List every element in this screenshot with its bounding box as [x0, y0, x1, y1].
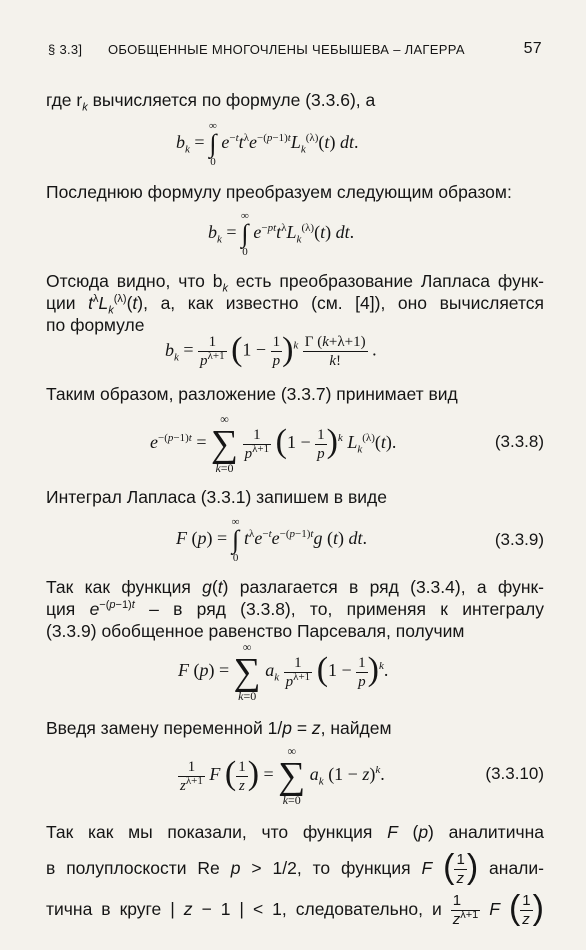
paragraph-1: где $r_k$ вычисляется по формуле (3.3.6), а	[46, 90, 376, 114]
equation-number-3-3-8: (3.3.8)	[494, 432, 544, 451]
formula-parseval: F (p) = ∞ ∑ k=0 $a_k$ $\frac{1}{p^{\lambda+1}}$ (1 − $\frac{1}{p}$ )$^k$.	[178, 640, 389, 703]
equation-number-3-3-10: (3.3.10)	[485, 764, 544, 783]
paragraph-8: Так как мы показали, что функция F (p) аналитична в полуплоскости Re p > 1/2, то функция F ( $\frac{1}{z}$ ) анали- тична в круге | z − 1 | < 1, следовательно, и $\frac{1}{z^{\lambda+1}}$ F ( $\frac{1}{z}$ )	[46, 822, 544, 928]
section-marker: § 3.3]	[48, 42, 83, 57]
running-title: ОБОБЩЕННЫЕ МНОГОЧЛЕНЫ ЧЕБЫШЕВА – ЛАГЕРРА	[108, 42, 465, 57]
formula-3-3-9: F (p) = ∞ ∫ 0 $t^\lambda e^{-t}e^{-(p-1)t}g$ (t) dt.	[176, 516, 367, 564]
paragraph-7: Введя замену переменной 1/p = z, найдем	[46, 718, 392, 738]
formula-3-3-8: $e^{-(p-1)t}$ = ∞ ∑ k=0 $\frac{1}{p^{\lambda+1}}$ (1 − $\frac{1}{p}$ )$^k$ $L_k^{(\lambda)}(t)$.	[150, 412, 397, 475]
formula-bk-2: $b_k$ = ∞ ∫ 0 $e^{-pt}t^\lambda L_k^{(\lambda)}(t)$ dt.	[208, 210, 355, 258]
page-number: 57	[523, 40, 542, 57]
paragraph-4: Таким образом, разложение (3.3.7) принимает вид	[46, 384, 458, 404]
running-header	[48, 40, 542, 62]
formula-bk-1: $b_k$ = ∞ ∫ 0 $e^{-t}t^\lambda e^{-(p-1)t}L_k^{(\lambda)}(t)$ dt.	[176, 120, 359, 168]
formula-bk-3: $b_k$ = $\frac{1}{p^{\lambda+1}}$ (1 − $\frac{1}{p}$ )$^k$ $\frac{\Gamma (k+\lambda+1)}{k!}$ .	[165, 330, 377, 369]
equation-number-3-3-9: (3.3.9)	[494, 530, 544, 549]
paragraph-6: Так как функция g(t) разлагается в ряд (3.3.4), а функ- ция $e^{-(p-1)t}$ – в ряд (3.3.8), то, применяя к интегралу (3.3.9) обобщенное равенство Парсеваля, получим	[46, 577, 544, 641]
paragraph-5: Интеграл Лапласа (3.3.1) запишем в виде	[46, 487, 387, 507]
formula-3-3-10: $\frac{1}{z^{\lambda+1}}$ F ( $\frac{1}{z}$ ) = ∞ ∑ k=0 $a_k$ $(1 - z)^k$.	[180, 744, 385, 807]
paragraph-3: Отсюда видно, что $b_k$ есть преобразование Лапласа функ- ции $t^\lambda L_k^{(\lambda)}(t)$, а, как известно (см. [4]), оно вычисляется по формуле	[46, 271, 544, 335]
paragraph-2: Последнюю формулу преобразуем следующим образом:	[46, 182, 512, 202]
